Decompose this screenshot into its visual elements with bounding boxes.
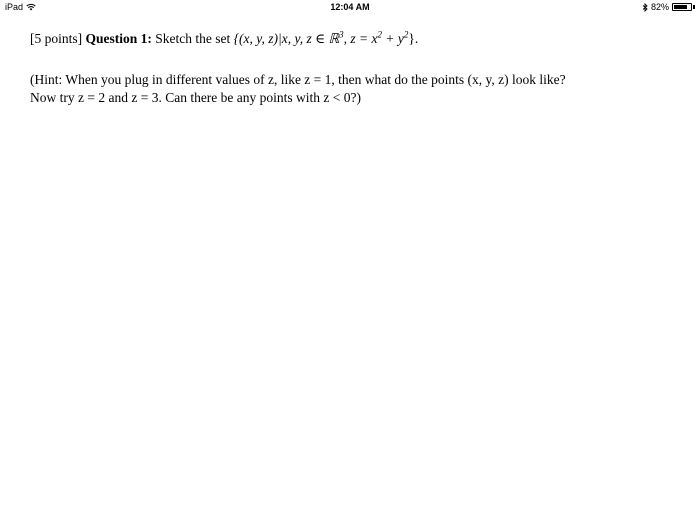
hint-line-2: Now try z = 2 and z = 3. Can there be any points with z < 0?) [30, 90, 362, 105]
status-right [642, 2, 695, 12]
square-1: 2 [377, 29, 383, 40]
hint-line-1: (Hint: When you plug in different values of z, like z = 1, then what do the points (x, y, z) look like? [30, 72, 566, 87]
set-close: }. [408, 31, 419, 46]
status-bar [0, 0, 700, 16]
question-label: Question 1: [85, 31, 152, 46]
set-open: {(x, y, z)|x, y, z ∈ ℝ [233, 31, 340, 46]
bluetooth-icon [642, 3, 648, 12]
set-sep: , z = x [343, 31, 378, 46]
battery-fill [674, 5, 687, 9]
device-name: iPad [5, 2, 24, 12]
clock: 12:04 AM [330, 2, 370, 12]
battery-percent: 82% [650, 2, 669, 12]
document [30, 30, 680, 107]
question-1 [30, 30, 680, 48]
points-label: [5 points] [30, 31, 83, 46]
battery-body [672, 3, 692, 11]
square-2: 2 [403, 29, 409, 40]
hint-paragraph [30, 71, 680, 107]
question-text: Sketch the set [155, 31, 231, 46]
battery-icon [672, 3, 695, 11]
set-expression [234, 31, 419, 46]
set-plus: + y [382, 31, 404, 46]
battery-tip [693, 5, 695, 9]
set-exponent: 3 [339, 29, 344, 40]
